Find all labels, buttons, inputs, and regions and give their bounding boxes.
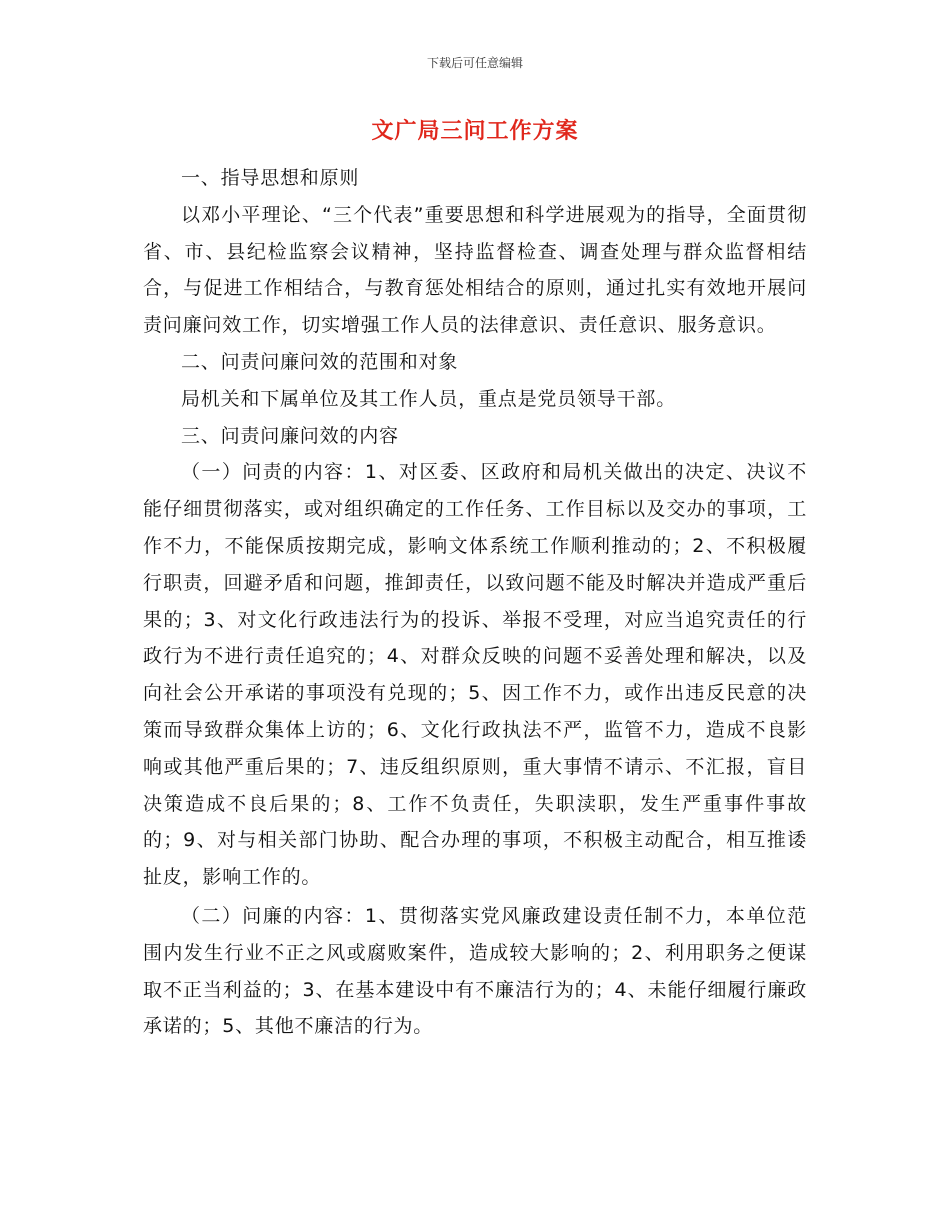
- header-note: 下载后可任意编辑: [426, 56, 523, 70]
- paragraph-integrity: （二）问廉的内容：1、贯彻落实党风廉政建设责任制不力，本单位范围内发生行业不正之风或腐败案件，造成较大影响的；2、利用职务之便谋取不正当利益的；3、在基本建设中有不廉洁行为的；4、未能仔细履行廉政承诺的；5、其他不廉洁的行为。: [143, 904, 807, 1038]
- document-body: [143, 160, 807, 1045]
- section-heading-content: 三、问责问廉问效的内容: [181, 424, 399, 447]
- paragraph-scope: 局机关和下属单位及其工作人员，重点是党员领导干部。: [181, 387, 677, 410]
- document-title: 文广局三问工作方案: [371, 119, 579, 144]
- paragraph-accountability: （一）问责的内容：1、对区委、区政府和局机关做出的决定、决议不能仔细贯彻落实，或对组织确定的工作任务、工作目标以及交办的事项，工作不力，不能保质按期完成，影响文体系统工作顺利推动的；2、不积极履行职责，回避矛盾和问题，推卸责任，以致问题不能及时解决并造成严重后果的；3、对文化行政违法行为的投诉、举报不受理，对应当追究责任的行政行为不进行责任追究的；4、对群众反映的问题不妥善处理和解决，以及向社会公开承诺的事项没有兑现的；5、因工作不力，或作出违反民意的决策而导致群众集体上访的；6、文化行政执法不严，监管不力，造成不良影响或其他严重后果的；7、违反组织原则，重大事情不请示、不汇报，盲目决策造成不良后果的；8、工作不负责任，失职渎职，发生严重事件事故的；9、对与相关部门协助、配合办理的事项，不积极主动配合，相互推诿扯皮，影响工作的。: [143, 461, 807, 889]
- section-heading-scope: 二、问责问廉问效的范围和对象: [181, 350, 459, 373]
- paragraph-guiding-principles: 以邓小平理论、“三个代表”重要思想和科学进展观为的指导，全面贯彻省、市、县纪检监察会议精神，坚持监督检查、调查处理与群众监督相结合，与促进工作相结合，与教育惩处相结合的原则，通过扎实有效地开展问责问廉问效工作，切实增强工作人员的法律意识、责任意识、服务意识。: [143, 203, 807, 337]
- section-heading-guiding-principles: 一、指导思想和原则: [181, 167, 360, 189]
